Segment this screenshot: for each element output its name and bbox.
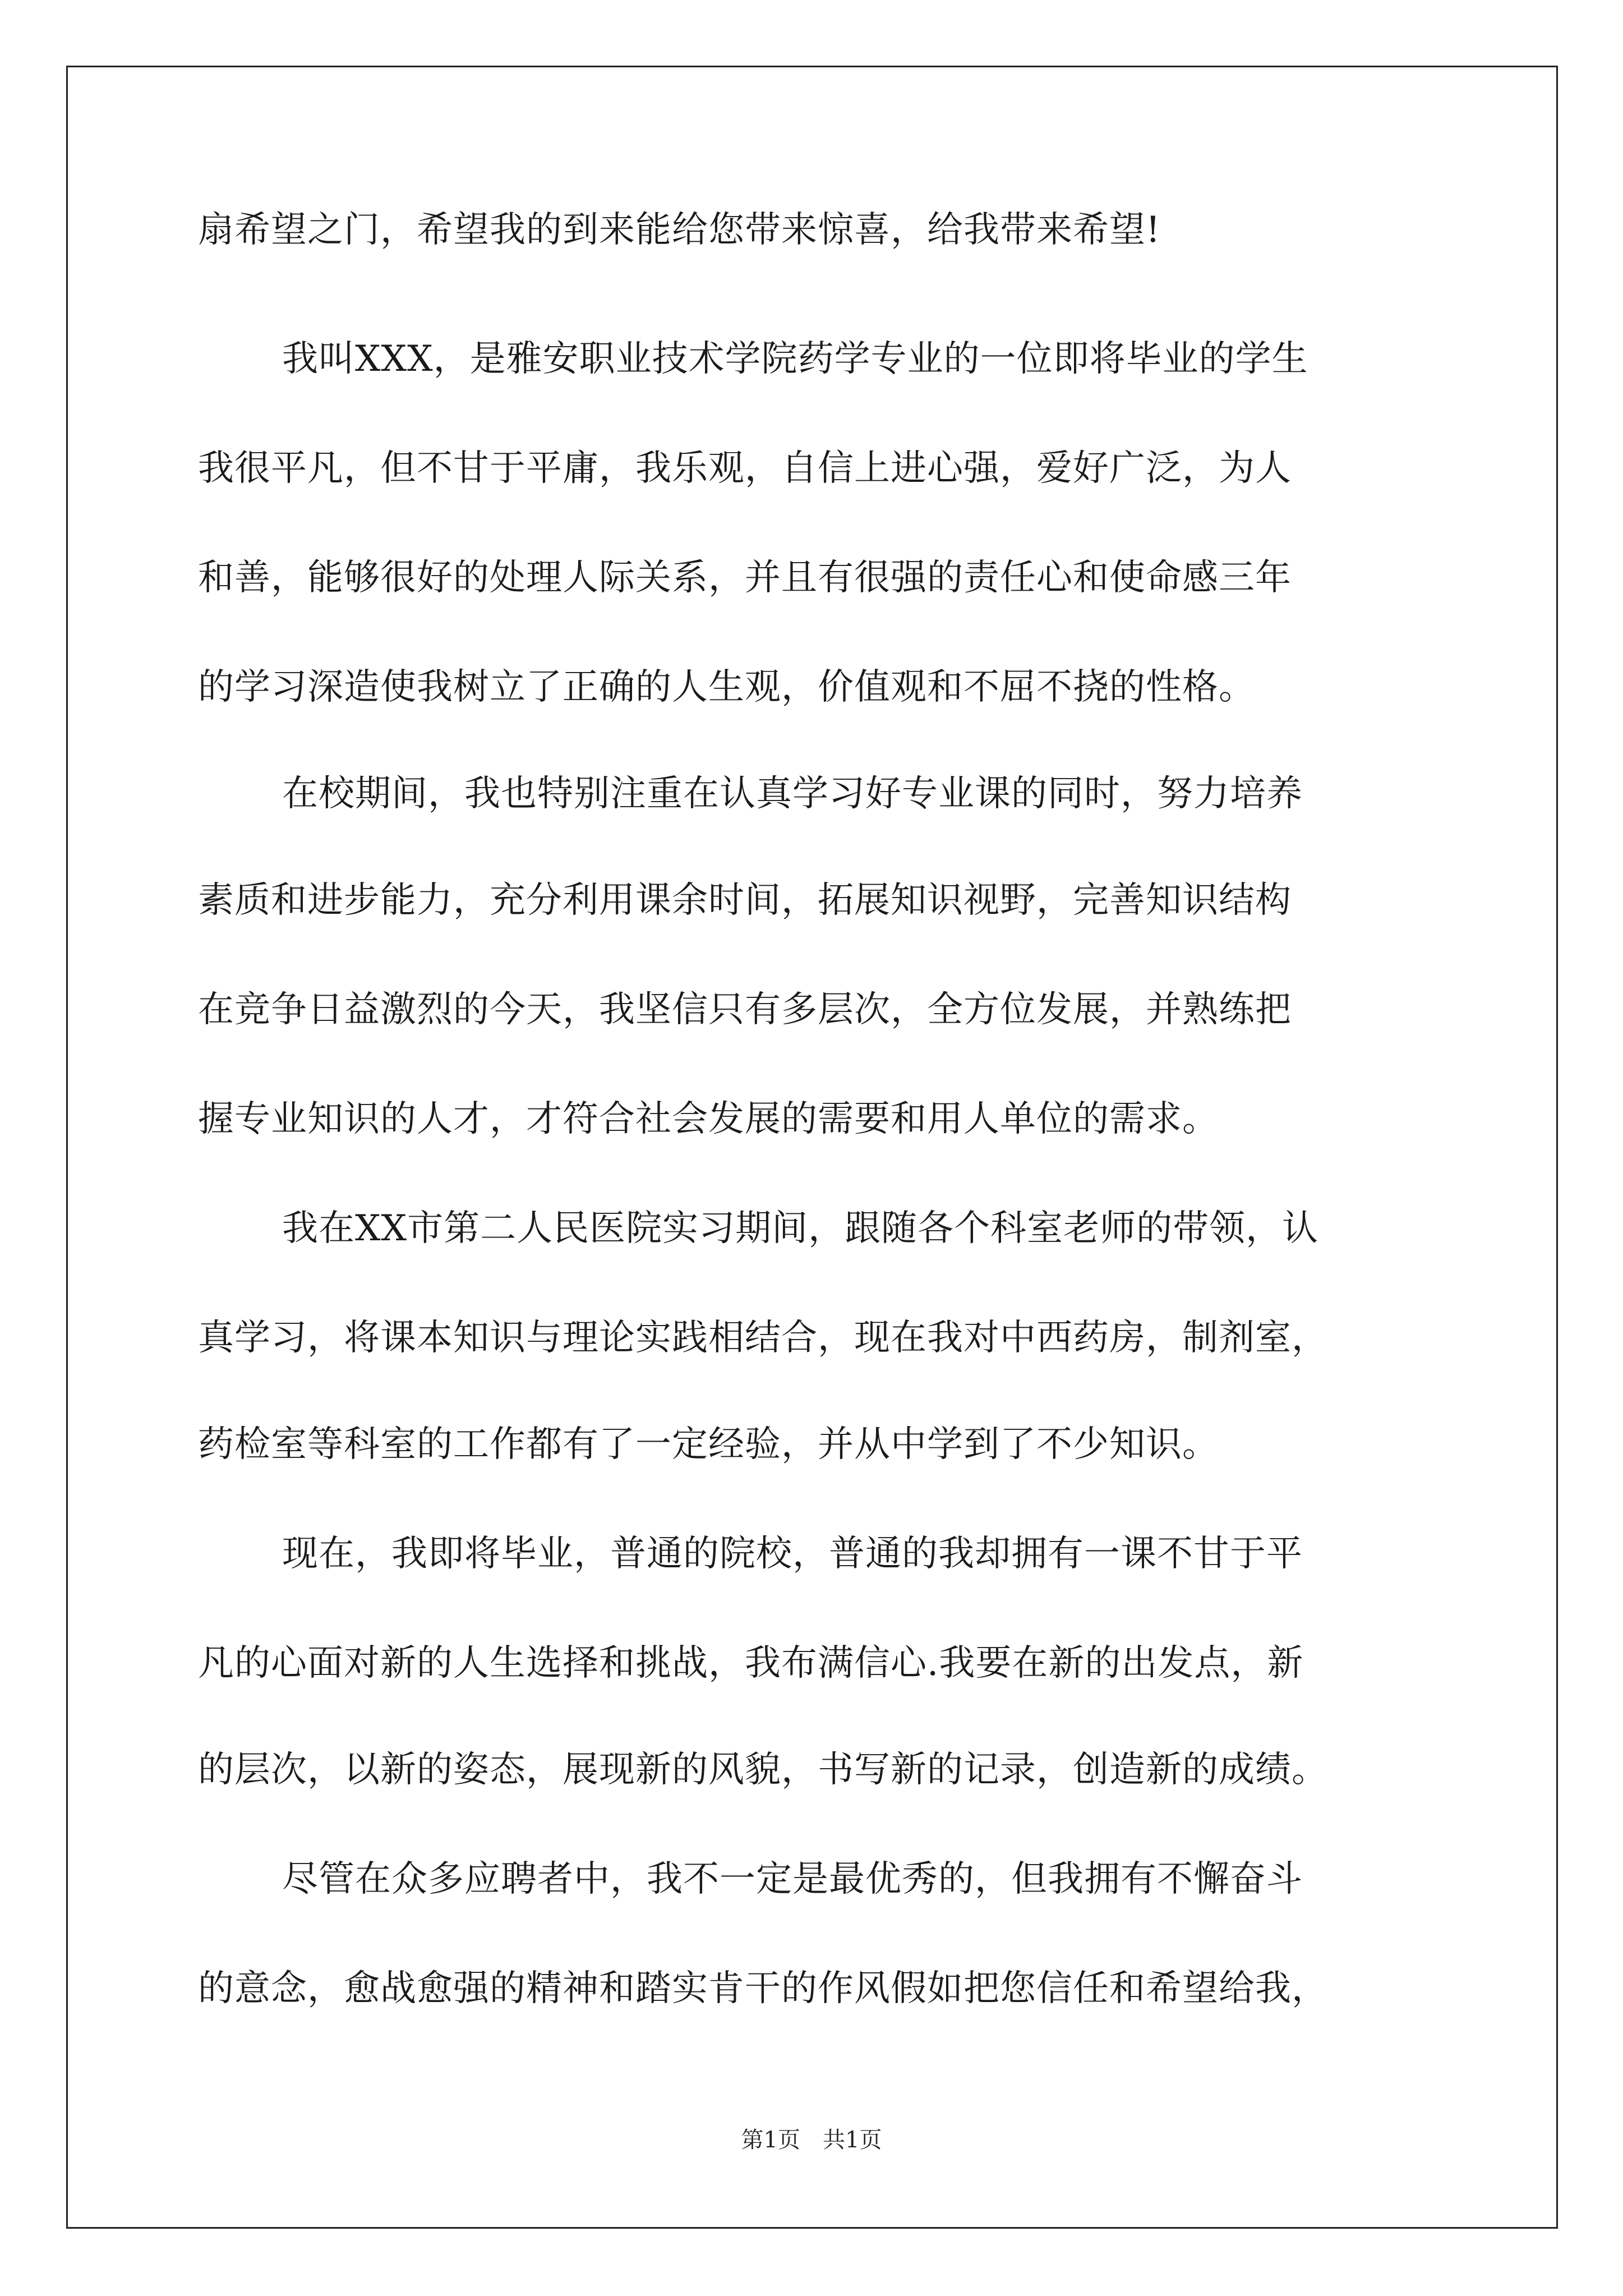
text-line: 我很平凡，但不甘于平庸，我乐观，自信上进心强，爱好广泛，为人 <box>198 448 1292 489</box>
text-line: 和善，能够很好的处理人际关系，并且有很强的责任心和使命感三年 <box>198 557 1292 599</box>
text-line: 药检室等科室的工作都有了一定经验，并从中学到了不少知识。 <box>198 1424 1219 1465</box>
paragraph-start-line: 我叫XXX，是雅安职业技术学院药学专业的一位即将毕业的学生 <box>282 338 1308 380</box>
text-line: 扇希望之门，希望我的到来能给您带来惊喜，给我带来希望! <box>198 209 1161 251</box>
text-line: 在竞争日益激烈的今天，我坚信只有多层次，全方位发展，并熟练把 <box>198 989 1292 1030</box>
text-line: 的层次，以新的姿态，展现新的风貌，书写新的记录，创造新的成绩。 <box>198 1749 1328 1791</box>
text-line: 真学习，将课本知识与理论实践相结合，现在我对中西药房，制剂室， <box>198 1317 1328 1359</box>
page-border <box>66 66 1558 2229</box>
page-footer <box>0 2126 1623 2154</box>
page-total: 共1页 <box>823 2127 882 2153</box>
text-line: 的意念，愈战愈强的精神和踏实肯干的作风假如把您信任和希望给我， <box>198 1968 1328 2009</box>
paragraph-start-line: 我在XX市第二人民医院实习期间，跟随各个科室老师的带领，认 <box>282 1208 1319 1249</box>
text-line: 素质和进步能力，充分利用课余时间，拓展知识视野，完善知识结构 <box>198 880 1292 921</box>
page-number: 第1页 <box>741 2127 800 2153</box>
text-line: 凡的心面对新的人生选择和挑战，我布满信心.我要在新的出发点，新 <box>198 1642 1304 1684</box>
text-line: 的学习深造使我树立了正确的人生观，价值观和不屈不挠的性格。 <box>198 666 1255 708</box>
paragraph-start-line: 在校期间，我也特别注重在认真学习好专业课的同时，努力培养 <box>282 773 1303 815</box>
text-line: 握专业知识的人才，才符合社会发展的需要和用人单位的需求。 <box>198 1098 1219 1140</box>
paragraph-start-line: 尽管在众多应聘者中，我不一定是最优秀的，但我拥有不懈奋斗 <box>282 1858 1303 1900</box>
paragraph-start-line: 现在，我即将毕业，普通的院校，普通的我却拥有一课不甘于平 <box>282 1533 1303 1575</box>
